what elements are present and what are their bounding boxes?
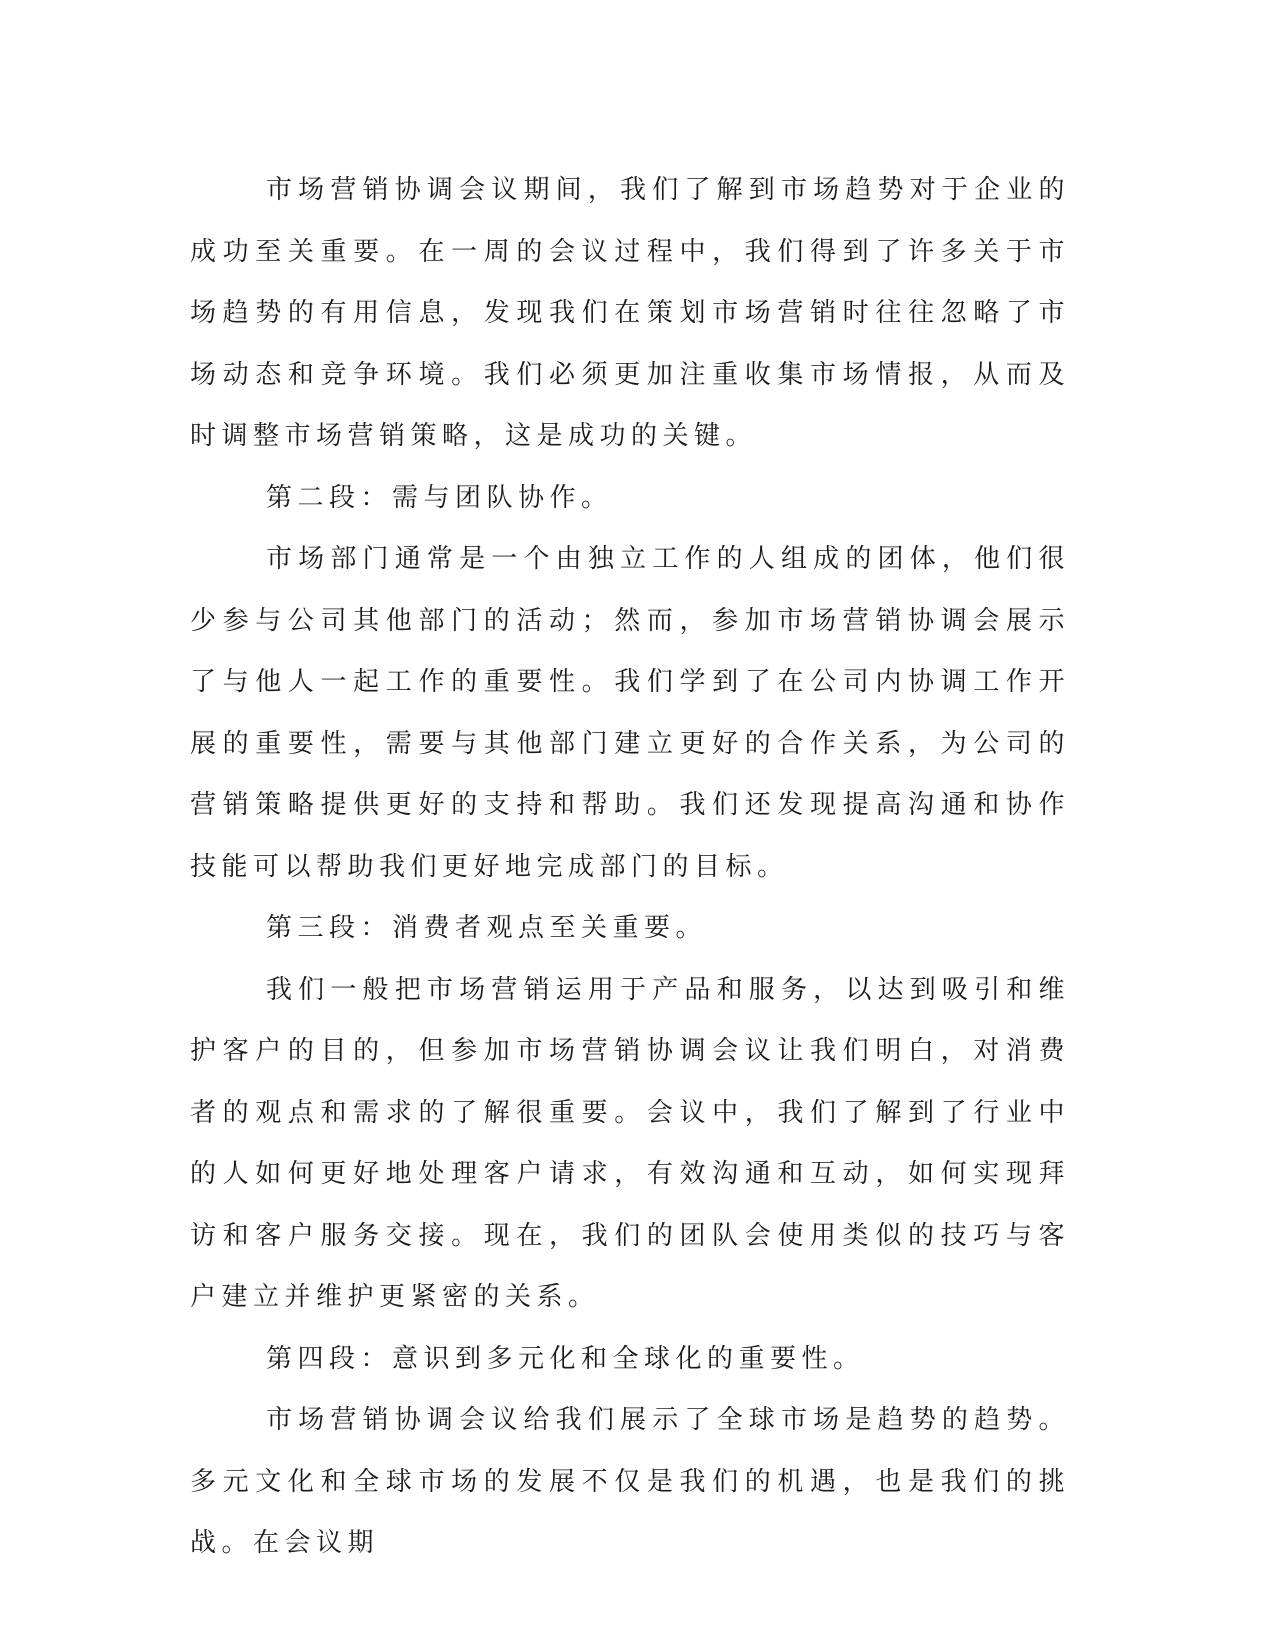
paragraph-globalization: 市场营销协调会议给我们展示了全球市场是趋势的趋势。多元文化和全球市场的发展不仅是我们的机遇，也是我们的挑战。在会议期 — [190, 1405, 1070, 1558]
paragraph-market-trends: 市场营销协调会议期间，我们了解到市场趋势对于企业的成功至关重要。在一周的会议过程中，我们得到了许多关于市场趋势的有用信息，发现我们在策划市场营销时往往忽略了市场动态和竞争环境。我们必须更加注重收集市场情报，从而及时调整市场营销策略，这是成功的关键。 — [190, 175, 1070, 451]
section-heading-4: 第四段：意识到多元化和全球化的重要性。 — [266, 1343, 865, 1374]
section-heading-2: 第二段：需与团队协作。 — [266, 482, 613, 513]
section-heading-3: 第三段：消费者观点至关重要。 — [266, 913, 708, 943]
paragraph-consumer-views: 我们一般把市场营销运用于产品和服务，以达到吸引和维护客户的目的，但参加市场营销协调会议让我们明白，对消费者的观点和需求的了解很重要。会议中，我们了解到了行业中的人如何更好地处理客户请求，有效沟通和互动，如何实现拜访和客户服务交接。现在，我们的团队会使用类似的技巧与客户建立并维护更紧密的关系。 — [190, 974, 1070, 1312]
document-body — [190, 160, 1070, 1575]
paragraph-teamwork: 市场部门通常是一个由独立工作的人组成的团体，他们很少参与公司其他部门的活动；然而，参加市场营销协调会展示了与他人一起工作的重要性。我们学到了在公司内协调工作开展的重要性，需要与其他部门建立更好的合作关系，为公司的营销策略提供更好的支持和帮助。我们还发现提高沟通和协作技能可以帮助我们更好地完成部门的目标。 — [190, 544, 1070, 882]
